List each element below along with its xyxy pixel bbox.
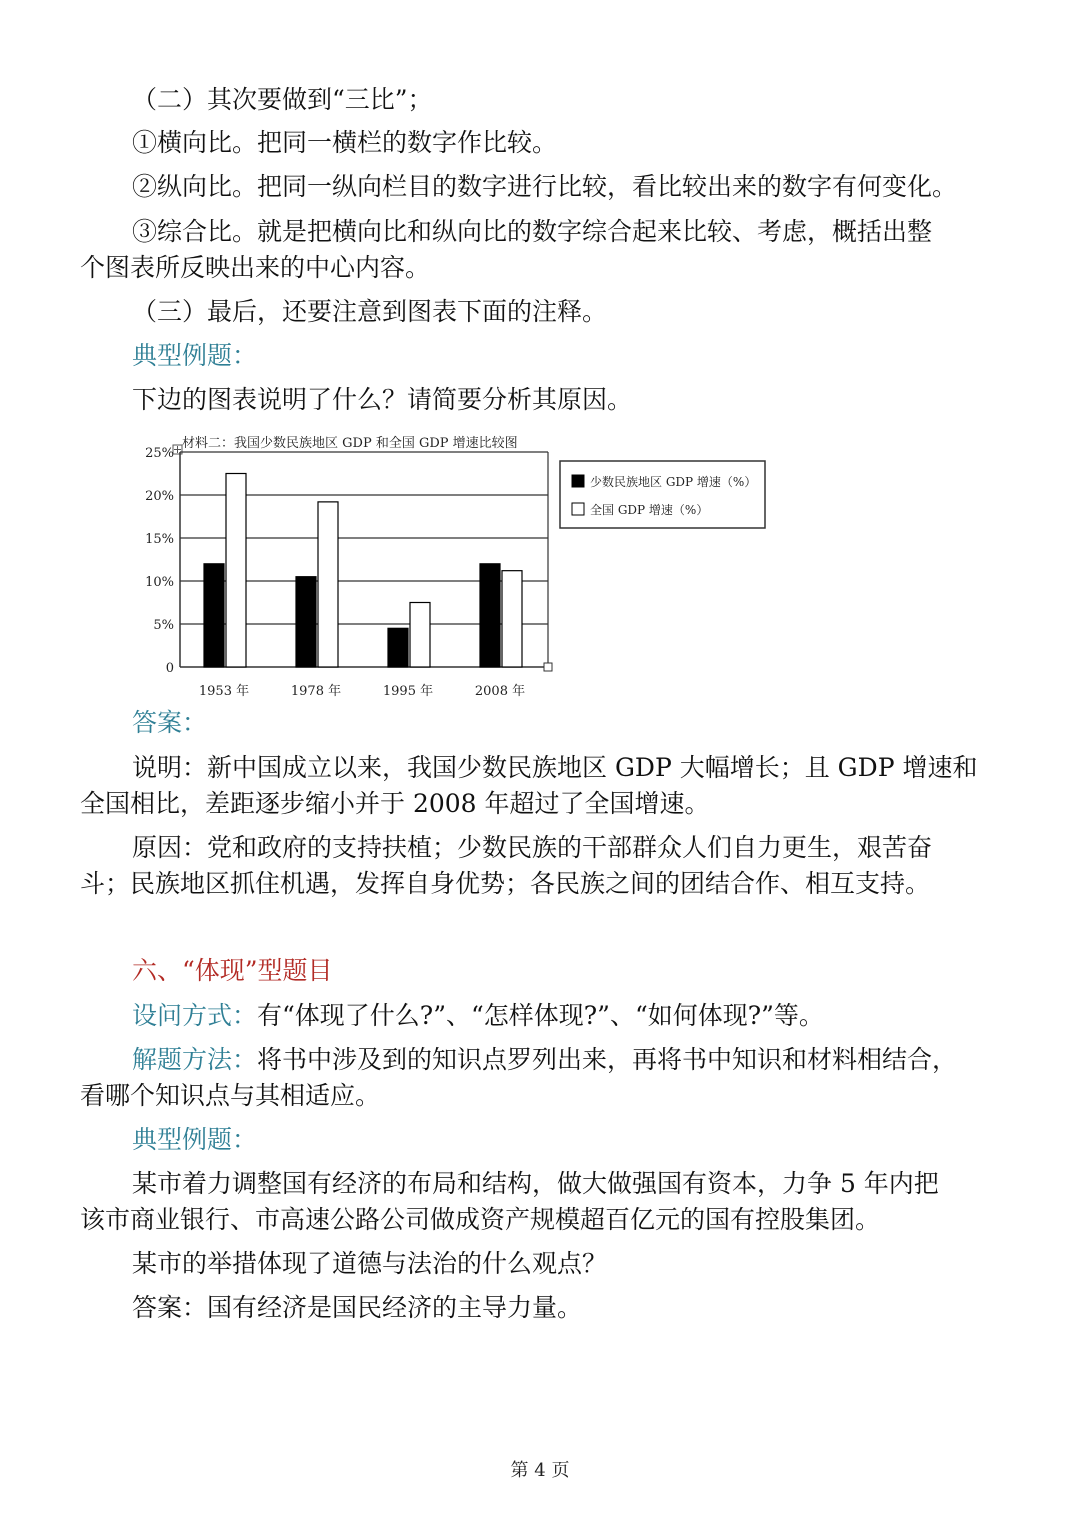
page-number: 第 4 页 [510, 1460, 570, 1481]
chart-legend [560, 461, 765, 528]
resize-handle-icon [544, 663, 552, 671]
example2-question: 某市的举措体现了道德与法治的什么观点？ [132, 1249, 608, 1278]
chart-title: 材料二：我国少数民族地区 GDP 和全国 GDP 增速比较图 [182, 436, 518, 451]
bar-national [226, 474, 246, 668]
y-tick-label: 10% [145, 575, 174, 590]
bar-minority [388, 628, 408, 667]
example1-label: 典型例题： [132, 341, 258, 370]
solve-label: 解题方法： [132, 1045, 258, 1074]
method-text: 有“体现了什么?”、“怎样体现?”、“如何体现?”等。 [257, 1001, 824, 1030]
chart-y-ticks [145, 446, 174, 676]
bar-minority [480, 564, 500, 667]
example2-label: 典型例题： [132, 1125, 258, 1154]
solve-method [132, 1042, 1012, 1078]
section3-heading: （三）最后，还要注意到图表下面的注释。 [132, 297, 608, 326]
example2-answer: 答案：国有经济是国民经济的主导力量。 [132, 1293, 583, 1322]
legend-swatch-minority [572, 475, 584, 487]
solve-method-continued: 看哪个知识点与其相适应。 [80, 1081, 381, 1110]
gdp-bar-chart [138, 430, 778, 702]
example2-material: 某市着力调整国有经济的布局和结构，做大做强国有资本，力争 5 年内把 [132, 1169, 939, 1198]
legend-swatch-national [572, 503, 584, 515]
legend-box [560, 461, 765, 528]
chart-x-ticks [199, 683, 525, 699]
example1-answer-label: 答案： [132, 708, 208, 737]
bar-national [502, 571, 522, 667]
answer-explain: 说明：新中国成立以来，我国少数民族地区 GDP 大幅增长；且 GDP 增速和 [132, 753, 978, 782]
bar-national [410, 603, 430, 668]
bar-minority [296, 577, 316, 667]
y-tick-label: 25% [145, 446, 174, 461]
comparison-item-1: ①横向比。把同一横栏的数字作比较。 [132, 128, 558, 157]
method-label: 设问方式： [132, 1001, 258, 1030]
x-tick-label: 2008 年 [474, 684, 526, 699]
y-tick-label: 20% [145, 489, 174, 504]
y-tick-label: 15% [145, 532, 174, 547]
section6-title: 六、“体现”型题目 [132, 956, 333, 985]
chart-bars [204, 474, 522, 668]
x-tick-label: 1978 年 [290, 684, 342, 699]
comparison-item-2: ②纵向比。把同一纵向栏目的数字进行比较，看比较出来的数字有何变化。 [132, 172, 958, 201]
legend-label-national: 全国 GDP 增速（%） [590, 503, 709, 517]
question-method [132, 998, 1012, 1034]
answer-explain-continued: 全国相比，差距逐步缩小并于 2008 年超过了全国增速。 [80, 789, 710, 818]
move-cross-icon [174, 446, 181, 453]
legend-label-minority: 少数民族地区 GDP 增速（%） [590, 475, 757, 489]
comparison-item-3: ③综合比。就是把横向比和纵向比的数字综合起来比较、考虑，概括出整 [132, 217, 933, 246]
answer-reason: 原因：党和政府的支持扶植；少数民族的干部群众人们自力更生，艰苦奋 [132, 833, 933, 862]
solve-text: 将书中涉及到的知识点罗列出来，再将书中知识和材料相结合， [257, 1045, 958, 1074]
x-tick-label: 1953 年 [198, 684, 250, 699]
example1-question: 下边的图表说明了什么？请简要分析其原因。 [132, 385, 633, 414]
y-tick-label: 0 [165, 661, 174, 676]
answer-reason-continued: 斗；民族地区抓住机遇，发挥自身优势；各民族之间的团结合作、相互支持。 [80, 869, 931, 898]
x-tick-label: 1995 年 [382, 684, 434, 699]
section2-heading: （二）其次要做到“三比”； [132, 85, 433, 114]
y-tick-label: 5% [153, 618, 174, 633]
bar-minority [204, 564, 224, 667]
comparison-item-3-continued: 个图表所反映出来的中心内容。 [80, 253, 431, 282]
bar-national [318, 502, 338, 667]
example2-material-continued: 该市商业银行、市高速公路公司做成资产规模超百亿元的国有控股集团。 [80, 1205, 881, 1234]
